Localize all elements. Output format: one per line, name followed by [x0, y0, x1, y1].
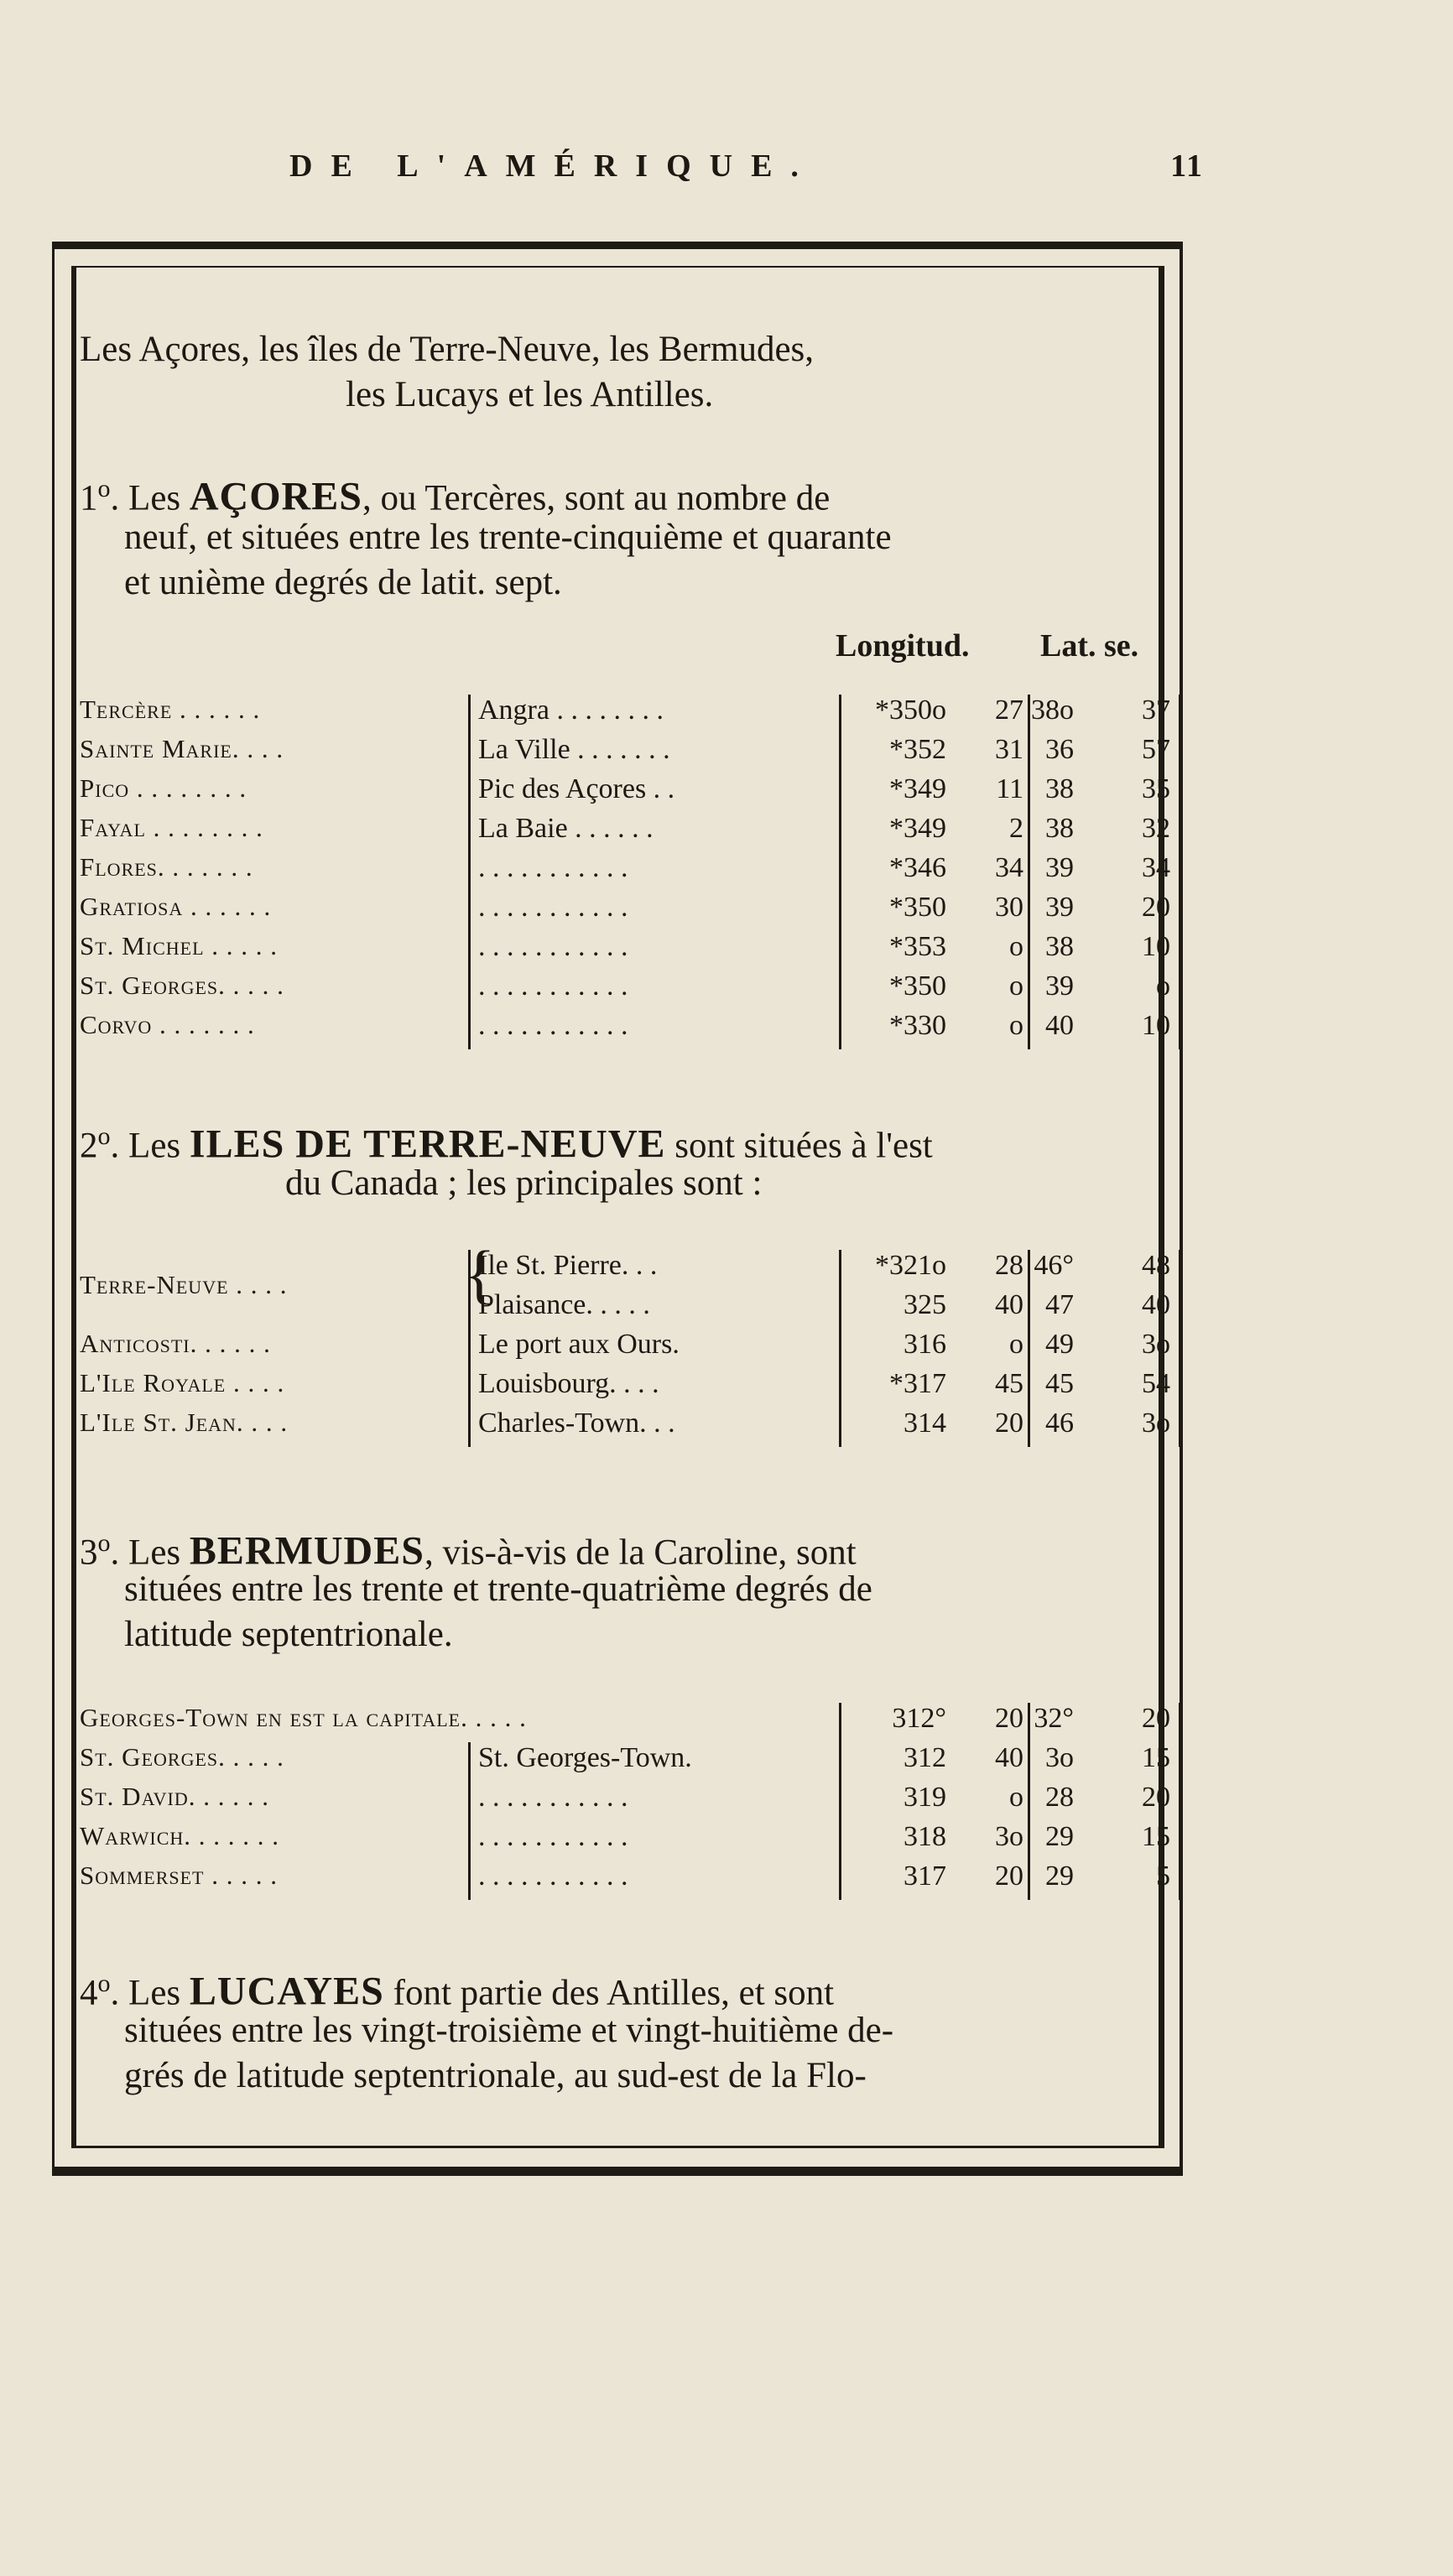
longitude-minutes: 11	[996, 773, 1023, 804]
latitude-column-rule	[1179, 1703, 1181, 1900]
longitude-minutes: 28	[995, 1250, 1023, 1281]
table-row	[80, 1408, 1174, 1441]
longitude-degrees: 317	[904, 1860, 946, 1892]
para-2-line-2: du Canada ; les principales sont :	[285, 1163, 763, 1203]
latitude-minutes: 32	[1142, 813, 1170, 844]
place-town: St. Georges-Town.	[478, 1742, 692, 1773]
latitude-minutes: 5	[1156, 1860, 1170, 1892]
longitude-degrees: *330	[889, 1010, 946, 1041]
longitude-degrees: *350	[889, 971, 946, 1002]
table-row	[80, 813, 1174, 846]
table-row	[80, 1250, 1174, 1299]
latitude-degrees: 39	[1045, 971, 1074, 1002]
place-town: La Baie . . . . . .	[478, 813, 654, 844]
longitude-minutes: o	[1009, 971, 1023, 1002]
para-4-line-2: situées entre les vingt-troisième et vingt-huitième de-	[124, 2011, 894, 2050]
longitude-degrees: *321o	[875, 1250, 946, 1281]
table-acores	[80, 695, 1174, 1064]
place-name: L'Ile St. Jean. . . .	[80, 1408, 289, 1437]
table-row	[80, 1821, 1174, 1855]
para-2-number: 2	[80, 1126, 98, 1166]
latitude-minutes: 20	[1142, 1703, 1170, 1734]
para-2-lead: . Les	[110, 1126, 190, 1166]
table-row	[80, 971, 1174, 1004]
place-name: L'Ile Royale . . . .	[80, 1368, 285, 1397]
place-town: La Ville . . . . . . .	[478, 734, 670, 765]
longitude-minutes: 45	[995, 1368, 1023, 1399]
table-row	[80, 1329, 1174, 1362]
para-4-line-1-rest: font partie des Antilles, et sont	[383, 1973, 835, 2013]
latitude-degrees: 38	[1045, 931, 1074, 962]
place-town: . . . . . . . . . . .	[478, 931, 628, 962]
para-1-line-1-rest: , ou Tercères, sont au nombre de	[362, 478, 831, 518]
table-row	[80, 1289, 1174, 1323]
latitude-minutes: 40	[1142, 1289, 1170, 1320]
longitude-degrees: 318	[904, 1821, 946, 1852]
place-name: Warwich. . . . . . .	[80, 1821, 280, 1850]
longitude-degrees: *349	[889, 773, 946, 804]
latitude-minutes: 37	[1142, 695, 1170, 726]
longitude-degrees: *350o	[875, 695, 946, 726]
latitude-degrees: 28	[1045, 1782, 1074, 1813]
ordinal-mark: o	[97, 1969, 111, 1997]
longitude-minutes: 3o	[995, 1821, 1023, 1852]
longitude-minutes: 20	[995, 1860, 1023, 1892]
table-row	[80, 1742, 1174, 1776]
longitude-degrees: *352	[889, 734, 946, 765]
latitude-minutes: 20	[1142, 1782, 1170, 1813]
table-row	[80, 734, 1174, 768]
place-name: St. Georges. . . . .	[80, 971, 284, 1000]
table-row	[80, 1860, 1174, 1894]
longitude-column-rule	[1028, 1250, 1030, 1447]
para-1-number: 1	[80, 478, 98, 518]
place-column-rule	[839, 1703, 841, 1900]
place-name: Pico . . . . . . . .	[80, 773, 247, 803]
latitude-degrees: 46°	[1034, 1250, 1074, 1281]
latitude-minutes: 15	[1142, 1742, 1170, 1773]
latitude-degrees: 38	[1045, 813, 1074, 844]
table-row	[80, 852, 1174, 886]
para-3-line-1-rest: , vis-à-vis de la Caroline, sont	[424, 1533, 857, 1573]
para-1-line-2: neuf, et situées entre les trente-cinquième et quarante	[124, 518, 892, 557]
latitude-degrees: 32°	[1034, 1703, 1074, 1734]
latitude-minutes: 3o	[1142, 1329, 1170, 1360]
place-name: Sainte Marie. . . .	[80, 734, 284, 763]
place-column-rule	[839, 1250, 841, 1447]
latitude-degrees: 39	[1045, 852, 1074, 883]
place-name: Fayal . . . . . . . .	[80, 813, 263, 842]
longitude-minutes: 30	[995, 892, 1023, 923]
latitude-degrees: 29	[1045, 1860, 1074, 1892]
place-town: . . . . . . . . . . .	[478, 1010, 628, 1041]
place-town: . . . . . . . . . . .	[478, 1860, 628, 1892]
ordinal-mark: o	[97, 1528, 111, 1557]
latitude-minutes: 34	[1142, 852, 1170, 883]
para-3-number: 3	[80, 1533, 98, 1573]
longitude-minutes: 20	[995, 1703, 1023, 1734]
latitude-degrees: 39	[1045, 892, 1074, 923]
latitude-degrees: 45	[1045, 1368, 1074, 1399]
longitude-minutes: 40	[995, 1289, 1023, 1320]
brace-bracket: {	[464, 1237, 496, 1310]
table-terre-neuve	[80, 1237, 1174, 1451]
latitude-degrees: 29	[1045, 1821, 1074, 1852]
longitude-minutes: o	[1009, 1329, 1023, 1360]
table-row	[80, 931, 1174, 965]
table-row	[80, 892, 1174, 925]
table-row	[80, 695, 1174, 728]
longitude-minutes: o	[1009, 1782, 1023, 1813]
para-4-caps: LUCAYES	[189, 1969, 384, 2014]
longitude-degrees: 325	[904, 1289, 946, 1320]
place-column-rule	[839, 695, 841, 1049]
table-row	[80, 1010, 1174, 1043]
header-longitude: Longitud.	[836, 628, 970, 664]
latitude-degrees: 3o	[1045, 1742, 1074, 1773]
longitude-degrees: 314	[904, 1408, 946, 1439]
longitude-minutes: 27	[995, 695, 1023, 726]
latitude-minutes: 10	[1142, 1010, 1170, 1041]
place-name: Sommerset . . . . .	[80, 1860, 278, 1890]
para-1-lead: . Les	[110, 478, 190, 518]
place-town: . . . . . . . . . . .	[478, 1782, 628, 1813]
place-name: Anticosti. . . . . .	[80, 1329, 271, 1358]
latitude-degrees: 36	[1045, 734, 1074, 765]
para-3-lead: . Les	[110, 1533, 190, 1573]
latitude-column-rule	[1179, 695, 1181, 1049]
para-3-caps: BERMUDES	[189, 1528, 424, 1574]
para-3-line-2: situées entre les trente et trente-quatrième degrés de	[124, 1569, 872, 1609]
longitude-minutes: 31	[995, 734, 1023, 765]
latitude-minutes: 35	[1142, 773, 1170, 804]
name-column-rule	[468, 1742, 471, 1900]
longitude-degrees: *317	[889, 1368, 946, 1399]
latitude-minutes: o	[1156, 971, 1170, 1002]
place-name: Terre-Neuve . . . .	[80, 1269, 288, 1299]
longitude-degrees: *350	[889, 892, 946, 923]
place-town: Plaisance. . . . .	[478, 1289, 650, 1320]
place-town: Angra . . . . . . . .	[478, 695, 664, 726]
latitude-minutes: 3o	[1142, 1408, 1170, 1439]
latitude-degrees: 38o	[1031, 695, 1074, 726]
place-name: St. Georges. . . . .	[80, 1742, 284, 1772]
para-4-lead: . Les	[110, 1973, 190, 2013]
latitude-minutes: 20	[1142, 892, 1170, 923]
place-name: Georges-Town en est la capitale. . . . .	[80, 1703, 527, 1732]
place-town: . . . . . . . . . . .	[478, 852, 628, 883]
place-town: . . . . . . . . . . .	[478, 1821, 628, 1852]
place-name: St. David. . . . . .	[80, 1782, 269, 1811]
longitude-minutes: o	[1009, 1010, 1023, 1041]
running-head	[289, 141, 1204, 200]
ordinal-mark: o	[97, 474, 111, 502]
latitude-degrees: 46	[1045, 1408, 1074, 1439]
para-4-line-3: grés de latitude septentrionale, au sud-est de la Flo-	[124, 2056, 867, 2095]
latitude-minutes: 48	[1142, 1250, 1170, 1281]
ordinal-mark: o	[97, 1121, 111, 1150]
section-title-line-1: Les Açores, les îles de Terre-Neuve, les Bermudes,	[80, 330, 815, 369]
latitude-column-rule	[1179, 1250, 1181, 1447]
para-2-line-1-rest: sont situées à l'est	[665, 1126, 933, 1166]
latitude-degrees: 40	[1045, 1010, 1074, 1041]
longitude-degrees: 312°	[892, 1703, 946, 1734]
longitude-degrees: *353	[889, 931, 946, 962]
place-town: . . . . . . . . . . .	[478, 971, 628, 1002]
para-1-line-3: et unième degrés de latit. sept.	[124, 563, 562, 602]
table-bermudes	[80, 1703, 1174, 1904]
place-name: Flores. . . . . . .	[80, 852, 253, 882]
name-column-rule	[468, 695, 471, 1049]
place-town: Charles-Town. . .	[478, 1408, 675, 1439]
running-head-title: DE L'AMÉRIQUE.	[289, 148, 817, 184]
place-name: Corvo . . . . . . .	[80, 1010, 255, 1039]
longitude-degrees: *349	[889, 813, 946, 844]
place-town: Pic des Açores . .	[478, 773, 675, 804]
para-2-caps: ILES DE TERRE-NEUVE	[189, 1121, 666, 1167]
longitude-column-rule	[1028, 1703, 1030, 1900]
longitude-column-rule	[1028, 695, 1030, 1049]
table-row	[80, 1782, 1174, 1815]
longitude-degrees: 316	[904, 1329, 946, 1360]
latitude-degrees: 38	[1045, 773, 1074, 804]
header-latitude: Lat. se.	[1040, 628, 1139, 664]
para-4-number: 4	[80, 1973, 98, 2013]
longitude-degrees: *346	[889, 852, 946, 883]
latitude-degrees: 47	[1045, 1289, 1074, 1320]
para-3-line-3: latitude septentrionale.	[124, 1615, 453, 1654]
longitude-minutes: o	[1009, 931, 1023, 962]
latitude-minutes: 57	[1142, 734, 1170, 765]
longitude-degrees: 312	[904, 1742, 946, 1773]
place-town: . . . . . . . . . . .	[478, 892, 628, 923]
latitude-degrees: 49	[1045, 1329, 1074, 1360]
place-name: St. Michel . . . . .	[80, 931, 279, 960]
place-town: Ile St. Pierre. . .	[478, 1250, 658, 1281]
place-town: Le port aux Ours.	[478, 1329, 680, 1360]
place-name: Tercère . . . . . .	[80, 695, 261, 724]
place-town: Louisbourg. . . .	[478, 1368, 659, 1399]
section-title-line-2: les Lucays et les Antilles.	[346, 375, 714, 414]
longitude-minutes: 40	[995, 1742, 1023, 1773]
longitude-minutes: 34	[995, 852, 1023, 883]
longitude-minutes: 20	[995, 1408, 1023, 1439]
longitude-minutes: 2	[1009, 813, 1023, 844]
table-row	[80, 1368, 1174, 1402]
page-number: 11	[1170, 148, 1204, 184]
latitude-minutes: 15	[1142, 1821, 1170, 1852]
latitude-minutes: 10	[1142, 931, 1170, 962]
longitude-degrees: 319	[904, 1782, 946, 1813]
latitude-minutes: 54	[1142, 1368, 1170, 1399]
para-1-caps: AÇORES	[189, 474, 362, 519]
place-name: Gratiosa . . . . . .	[80, 892, 272, 921]
table-row	[80, 1703, 1174, 1736]
table-row	[80, 773, 1174, 807]
